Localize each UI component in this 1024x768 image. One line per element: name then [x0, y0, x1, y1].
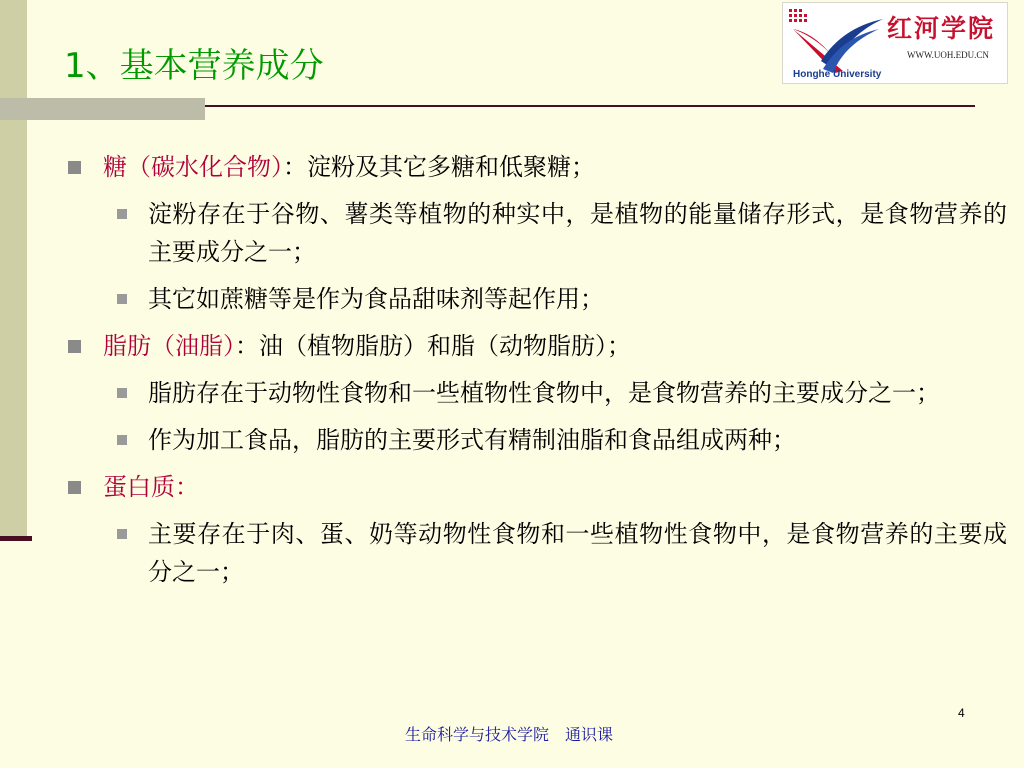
small-square-bullet-icon: [117, 388, 127, 398]
sub-bullet-item: [62, 515, 1007, 591]
term: 蛋白质：: [103, 473, 199, 501]
logo-chinese-name: 红河学院: [887, 14, 996, 43]
logo-url: WWW.UOH.EDU.CN: [907, 50, 989, 60]
bullet-item-sugar: [62, 148, 1007, 186]
term-note: （油脂）: [151, 332, 235, 360]
term: 糖: [103, 153, 127, 181]
term-note: （碳水化合物）: [127, 153, 283, 181]
page-number: 4: [958, 706, 965, 720]
sub-bullet-item: [62, 421, 1007, 459]
sub-bullet-text: 脂肪存在于动物性食物和一些植物性食物中，是食物营养的主要成分之一；: [148, 379, 940, 407]
left-accent-line: [0, 536, 32, 541]
bullet-text: ：淀粉及其它多糖和低聚糖；: [283, 153, 595, 181]
square-bullet-icon: [68, 481, 81, 494]
small-square-bullet-icon: [117, 435, 127, 445]
bullet-text: ：油（植物脂肪）和脂（动物脂肪）；: [235, 332, 631, 360]
sub-bullet-item: [62, 195, 1007, 271]
sub-bullet-text: 主要存在于肉、蛋、奶等动物性食物和一些植物性食物中，是食物营养的主要成分之一；: [148, 520, 1007, 586]
small-square-bullet-icon: [117, 209, 127, 219]
sub-bullet-text: 其它如蔗糖等是作为食品甜味剂等起作用；: [148, 285, 604, 313]
term: 脂肪: [103, 332, 151, 360]
square-bullet-icon: [68, 340, 81, 353]
sub-bullet-text: 淀粉存在于谷物、薯类等植物的种实中，是植物的能量储存形式，是食物营养的主要成分之一；: [148, 200, 1007, 266]
small-square-bullet-icon: [117, 294, 127, 304]
square-bullet-icon: [68, 161, 81, 174]
small-square-bullet-icon: [117, 529, 127, 539]
bullet-item-protein: [62, 468, 1007, 506]
left-decorative-strip: [0, 0, 27, 538]
sub-bullet-text: 作为加工食品，脂肪的主要形式有精制油脂和食品组成两种；: [148, 426, 796, 454]
slide-title: 1、基本营养成分: [64, 46, 324, 86]
bullet-list: [62, 148, 1007, 600]
bullet-item-fat: [62, 327, 1007, 365]
university-logo: [782, 2, 1008, 84]
title-gray-bar: [0, 98, 205, 120]
sub-bullet-item: [62, 280, 1007, 318]
sub-bullet-item: [62, 374, 1007, 412]
logo-english-name: Honghe University: [793, 69, 882, 80]
slide-footer: 生命科学与技术学院 通识课: [405, 725, 614, 744]
title-divider-line: [205, 105, 975, 107]
